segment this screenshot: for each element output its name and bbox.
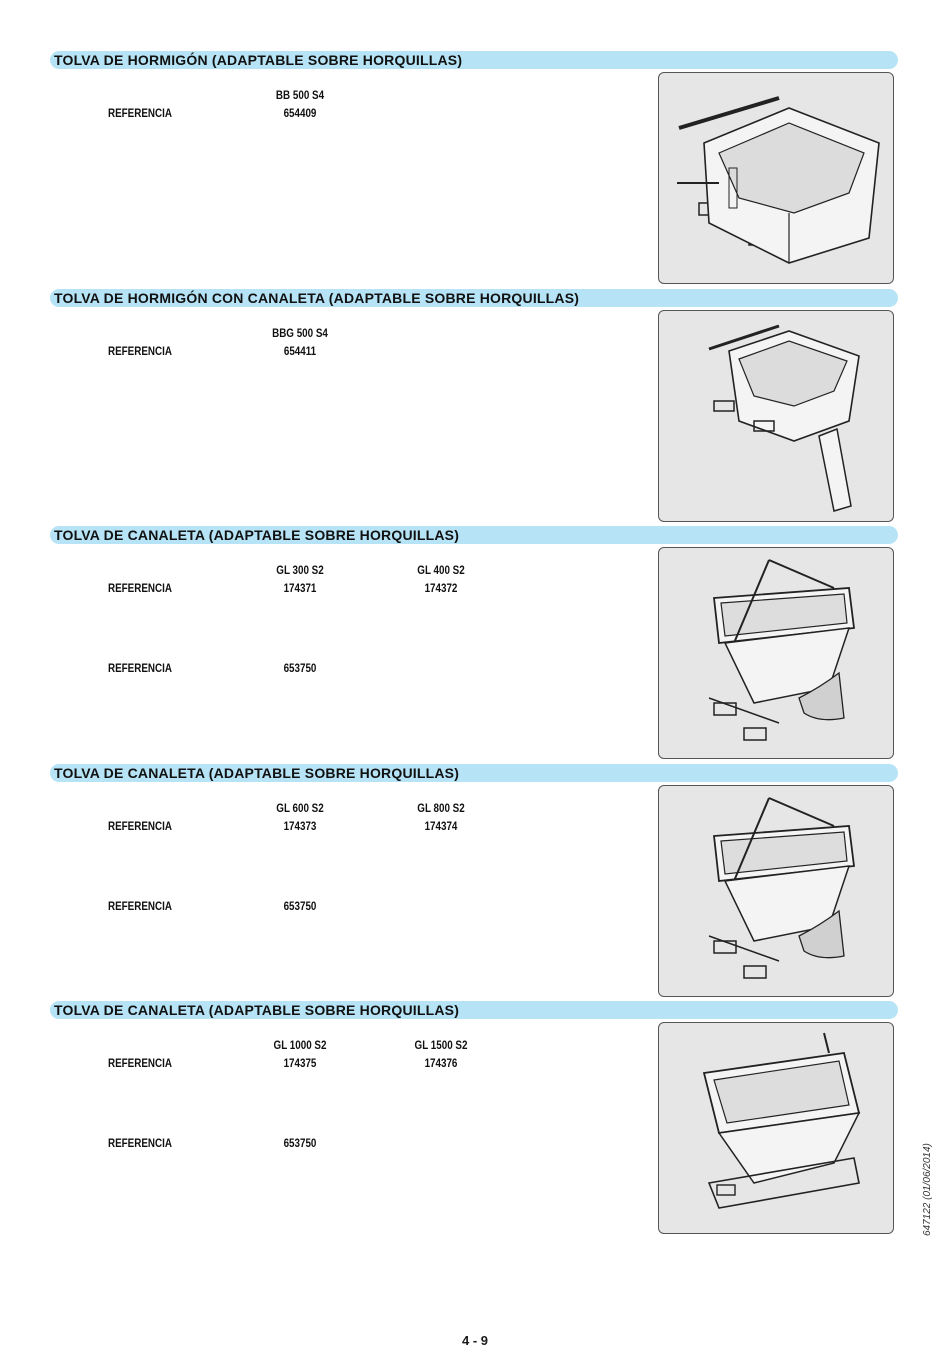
- reference-label: REFERENCIA: [108, 344, 172, 358]
- product-image: [658, 547, 894, 759]
- reference-code: 174374: [424, 819, 458, 833]
- chute-skip-icon: [659, 548, 893, 758]
- reference-label: REFERENCIA: [108, 661, 172, 675]
- model-name: BBG 500 S4: [272, 326, 328, 340]
- reference-label: REFERENCIA: [108, 1056, 172, 1070]
- reference-code: 174372: [424, 581, 458, 595]
- reference-label: REFERENCIA: [108, 899, 172, 913]
- reference-code: 174373: [283, 819, 317, 833]
- section-title: TOLVA DE CANALETA (ADAPTABLE SOBRE HORQUILLAS): [54, 1002, 460, 1018]
- product-image: [658, 310, 894, 522]
- model-name: GL 400 S2: [417, 563, 465, 577]
- reference-code: 174375: [283, 1056, 317, 1070]
- reference-code: 653750: [283, 899, 317, 913]
- reference-label: REFERENCIA: [108, 106, 172, 120]
- product-section: [0, 51, 950, 289]
- document-reference: 647122 (01/06/2014): [922, 1143, 933, 1236]
- reference-label: REFERENCIA: [108, 1136, 172, 1150]
- model-name: GL 1500 S2: [414, 1038, 468, 1052]
- section-title: TOLVA DE CANALETA (ADAPTABLE SOBRE HORQUILLAS): [54, 765, 460, 781]
- section-title: TOLVA DE HORMIGÓN (ADAPTABLE SOBRE HORQUILLAS): [54, 52, 463, 68]
- product-image: [658, 785, 894, 997]
- reference-code: 654411: [283, 344, 317, 358]
- reference-code: 653750: [283, 661, 317, 675]
- section-title: TOLVA DE CANALETA (ADAPTABLE SOBRE HORQUILLAS): [54, 527, 460, 543]
- product-section: [0, 764, 950, 1002]
- reference-label: REFERENCIA: [108, 581, 172, 595]
- reference-code: 174376: [424, 1056, 458, 1070]
- reference-code: 654409: [283, 106, 317, 120]
- product-image: [658, 72, 894, 284]
- model-name: BB 500 S4: [275, 88, 325, 102]
- page-number: 4 - 9: [461, 1333, 488, 1348]
- chute-skip-icon: [659, 786, 893, 996]
- model-name: GL 800 S2: [417, 801, 465, 815]
- reference-code: 653750: [283, 1136, 317, 1150]
- reference-label: REFERENCIA: [108, 819, 172, 833]
- concrete-hopper-chute-icon: [659, 311, 893, 521]
- product-section: [0, 289, 950, 527]
- product-section: [0, 1001, 950, 1239]
- section-title: TOLVA DE HORMIGÓN CON CANALETA (ADAPTABLE SOBRE HORQUILLAS): [54, 290, 580, 306]
- product-image: [658, 1022, 894, 1234]
- product-section: [0, 526, 950, 764]
- concrete-hopper-icon: [659, 73, 893, 283]
- model-name: GL 300 S2: [276, 563, 324, 577]
- model-name: GL 1000 S2: [273, 1038, 327, 1052]
- reference-code: 174371: [283, 581, 317, 595]
- model-name: GL 600 S2: [276, 801, 324, 815]
- large-skip-icon: [659, 1023, 893, 1233]
